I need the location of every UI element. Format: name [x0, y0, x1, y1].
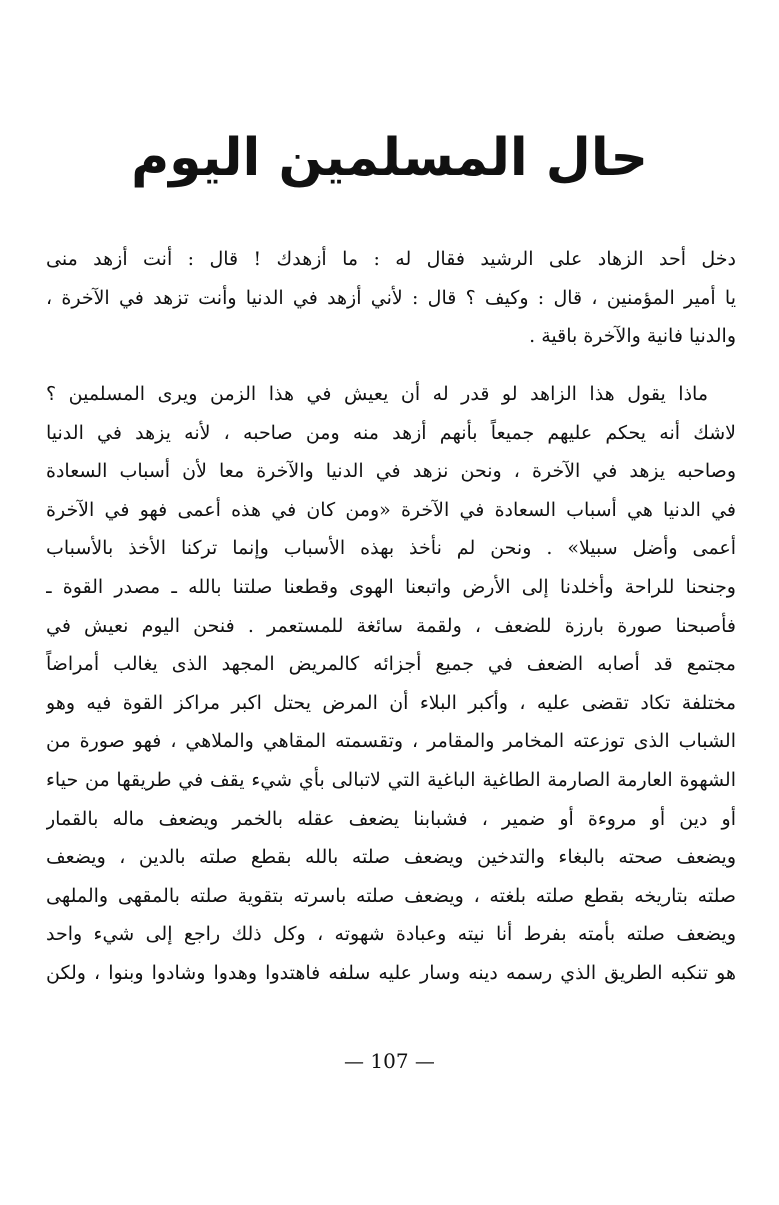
text-line: وصاحبه يزهد في الآخرة ، ونحن نزهد في الدنيا والآخرة معا لأن أسباب السعادة [46, 460, 736, 483]
text-line: لاشك أنه يحكم عليهم جميعاً بأنهم أزهد منه ومن صاحبه ، لأنه يزهد في الدنيا [46, 421, 736, 444]
text-line: ماذا يقول هذا الزاهد لو قدر له أن يعيش في هذا الزمن ويرى المسلمين ؟ [46, 383, 708, 405]
text-line: الشهوة العارمة الصارمة الطاغية الباغية التي لاتبالى بأي شيء يقف في طريقها من حياء [46, 768, 736, 791]
text-line: ويضعف صلته بأمته بفرط أنا نيته وعبادة شهوته ، وكل ذلك راجع إلى شيء واحد [46, 923, 736, 946]
text-line: مجتمع قد أصابه الضعف في جميع أجزائه كالمريض المجهد الذى يغالب أمراضاً [46, 653, 736, 676]
text-line: في الدنيا هي أسباب السعادة في الآخرة «ومن كان في هذه أعمى فهو في الآخرة [46, 498, 736, 521]
text-line: والدنيا فانية والآخرة باقية . [529, 325, 736, 348]
text-line: صلته بتاريخه بقطع صلته بلغته ، ويضعف صلته باسرته بتقوية صلته بالمقهى والملهى [46, 884, 736, 907]
page-number: — 107 — [344, 1049, 435, 1073]
paragraph-2 [46, 375, 736, 993]
text-line: هو تنكبه الطريق الذي رسمه دينه وسار عليه سلفه فاهتدوا وهدوا وشادوا وبنوا ، ولكن [46, 961, 736, 984]
text-line: الشباب الذى توزعته المخامر والمقامر ، وتقسمته المقاهي والملاهي ، فهو صورة من [46, 730, 736, 753]
text-line: أو دين أو مروءة أو ضمير ، فشبابنا يضعف عقله بالخمر ويضعف ماله بالقمار [46, 807, 736, 830]
page-title: حال المسلمين اليوم [131, 128, 648, 188]
text-line: أعمى وأضل سبيلا» . ونحن لم نأخذ بهذه الأسباب وإنما تركنا الأخذ بالأسباب [46, 537, 736, 560]
text-line: ويضعف صحته بالبغاء والتدخين ويضعف صلته بالله بقطع صلته بالدين ، ويضعف [46, 846, 736, 869]
paragraph-1 [46, 240, 736, 356]
text-line: فأصبحنا صورة بارزة للضعف ، ولقمة سائغة للمستعمر . فنحن اليوم نعيش في [46, 614, 736, 637]
text-line: يا أمير المؤمنين ، قال : وكيف ؟ قال : لأني أزهد في الدنيا وأنت تزهد في الآخرة ، [46, 286, 736, 309]
text-line: دخل أحد الزهاد على الرشيد فقال له : ما أزهدك ! قال : أنت أزهد منى [46, 248, 736, 270]
text-line: وجنحنا للراحة وأخلدنا إلى الأرض واتبعنا الهوى وقطعنا صلتنا بالله ـ مصدر القوة ـ [46, 575, 736, 598]
text-line: مختلفة تكاد تقضى عليه ، وأكبر البلاء أن المرض يحتل اكبر مراكز القوة فيه وهو [46, 691, 736, 714]
